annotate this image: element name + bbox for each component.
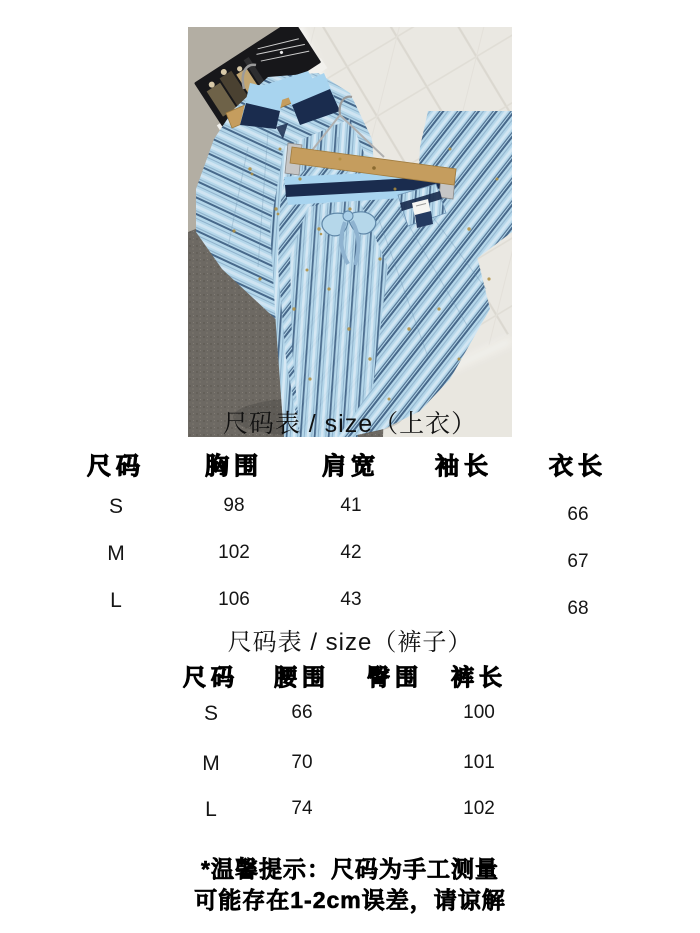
table-row [0,542,700,574]
waist-cell: 74 [291,798,313,819]
size-cell: M [107,542,125,565]
product-photo-illustration [188,27,512,437]
col-header-pants-length: 裤长 [451,664,507,690]
col-header-waist: 腰围 [274,664,330,690]
shoulder-cell: 42 [340,542,362,563]
col-header-garment-length: 衣长 [549,453,607,480]
top-size-chart-title: 尺码表 / size（上衣） [222,410,478,438]
col-header-shoulder: 肩宽 [322,453,380,480]
waist-cell: 70 [291,752,313,773]
size-cell: L [205,798,217,821]
table-row [0,752,700,784]
pants-size-chart-title: 尺码表 / size（裤子） [227,629,473,656]
chest-cell: 106 [218,589,250,610]
pants-length-cell: 102 [463,798,495,819]
table-row [0,798,700,830]
chest-cell: 98 [223,495,245,516]
length-cell: 66 [567,504,589,525]
top-table-header-row [0,446,700,478]
waist-cell: 66 [291,702,313,723]
size-cell: M [202,752,220,775]
shoulder-cell: 41 [340,495,362,516]
col-header-chest: 胸围 [205,453,263,480]
table-row [0,589,700,621]
pants-length-cell: 101 [463,752,495,773]
shoulder-cell: 43 [340,589,362,610]
col-header-sleeve: 袖长 [435,453,493,480]
table-row [0,495,700,527]
measurement-note-line1: *温馨提示：尺码为手工测量 [201,856,499,882]
product-photo [188,27,512,437]
measurement-note-line2: 可能存在1-2cm误差，请谅解 [194,887,506,913]
table-row [0,702,700,734]
col-header-size: 尺码 [183,664,239,690]
length-cell: 67 [567,551,589,572]
pants-table-header-row [0,659,700,691]
length-cell: 68 [567,598,589,619]
chest-cell: 102 [218,542,250,563]
col-header-size: 尺码 [87,453,145,480]
col-header-hip: 臀围 [367,664,423,690]
pants-length-cell: 100 [463,702,495,723]
size-cell: S [203,702,218,725]
size-cell: L [110,589,122,612]
size-cell: S [108,495,123,518]
